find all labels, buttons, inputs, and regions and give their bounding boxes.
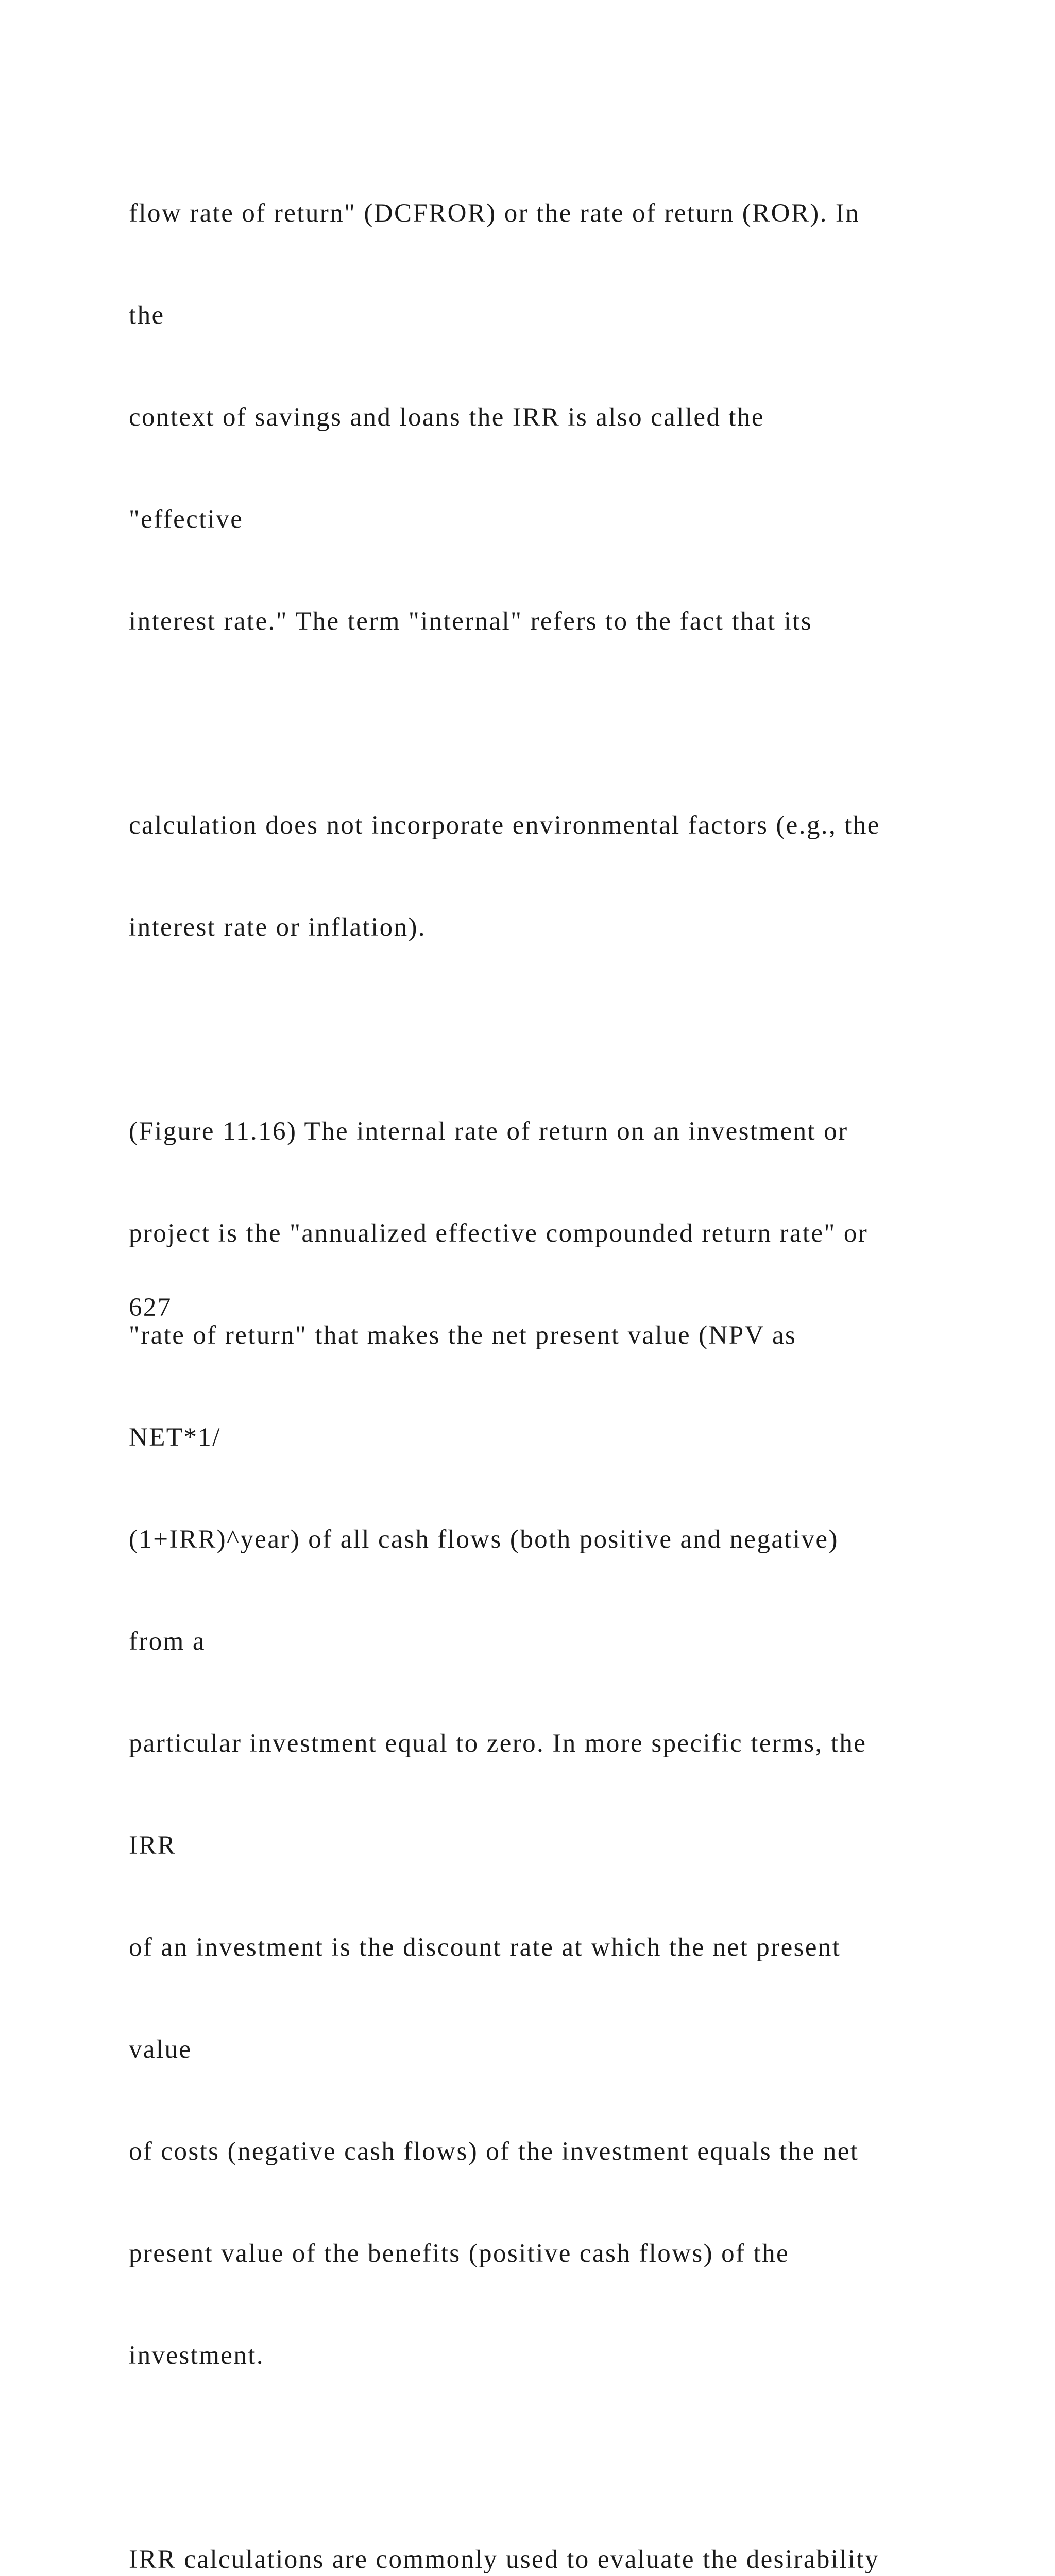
text-line: (1+IRR)^year) of all cash flows (both positive and negative)	[129, 1525, 839, 1554]
page-number: 627	[129, 1293, 172, 1322]
text-line: IRR	[129, 1831, 177, 1860]
text-line: from a	[129, 1627, 206, 1656]
text-line: project is the "annualized effective compounded return rate" or	[129, 1219, 869, 1248]
text-line: value	[129, 2035, 192, 2064]
body-text	[129, 128, 1005, 2576]
text-line: the	[129, 301, 165, 330]
text-line: of costs (negative cash flows) of the investment equals the net	[129, 2137, 859, 2166]
text-line: particular investment equal to zero. In more specific terms, the	[129, 1729, 867, 1758]
text-line: calculation does not incorporate environmental factors (e.g., the	[129, 811, 880, 840]
text-line: "effective	[129, 505, 244, 534]
text-line: IRR calculations are commonly used to evaluate the desirability	[129, 2545, 879, 2574]
blank-line	[129, 2441, 1005, 2475]
text-line: context of savings and loans the IRR is also called the	[129, 403, 764, 432]
text-line: investment.	[129, 2341, 264, 2370]
blank-line	[129, 706, 1005, 740]
text-line: (Figure 11.16) The internal rate of return on an investment or	[129, 1117, 848, 1146]
text-line: flow rate of return" (DCFROR) or the rate of return (ROR). In	[129, 199, 860, 228]
text-line: present value of the benefits (positive cash flows) of the	[129, 2239, 790, 2268]
text-line: "rate of return" that makes the net present value (NPV as	[129, 1321, 797, 1350]
text-line: of an investment is the discount rate at which the net present	[129, 1933, 841, 1962]
text-line: interest rate." The term "internal" refers to the fact that its	[129, 607, 813, 636]
text-line: NET*1/	[129, 1423, 221, 1452]
text-line: interest rate or inflation).	[129, 913, 427, 942]
blank-line	[129, 1012, 1005, 1046]
